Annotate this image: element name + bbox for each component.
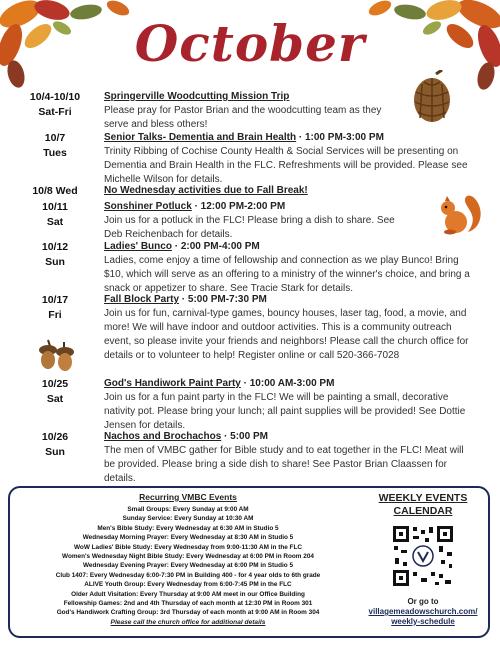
event-date: 10/8 Wed bbox=[32, 185, 78, 197]
page-title: October bbox=[134, 14, 366, 73]
event-name: Ladies' Bunco bbox=[104, 241, 172, 252]
acorns-icon bbox=[34, 336, 78, 374]
recurring-footer: Please call the church office for additional details bbox=[110, 618, 266, 626]
recurring-line: God's Handiwork Crafting Group: 3rd Thursday of each month at 9:00 AM in Room 304 bbox=[56, 609, 320, 617]
event-description: Ladies, come enjoy a time of fellowship and connection as we play Bunco! Bring $10, which will serve as an offering to a ministry of the winner's choice, and bring a snack or appetizer to share. See Tracie Stark for details. bbox=[104, 255, 470, 294]
squirrel-icon bbox=[438, 188, 484, 236]
weekly-title-line1: WEEKLY EVENTS bbox=[378, 492, 468, 504]
recurring-line: Club 1407: Every Wednesday 6:00-7:30 PM in Building 400 - for 4 year olds to 6th grade bbox=[55, 571, 321, 579]
recurring-line: Wednesday Morning Prayer: Every Wednesday at 8:30 AM in Studio 5 bbox=[82, 534, 294, 542]
event-name: Senior Talks- Dementia and Brain Health bbox=[104, 132, 297, 143]
recurring-line: Older Adult Visitation: Every Thursday at 9:00 AM meet in our Office Building bbox=[71, 590, 305, 598]
event-date: 10/12 Sun bbox=[41, 241, 69, 268]
recurring-line: Sunday Service: Every Sunday at 10:30 AM bbox=[122, 515, 254, 523]
recurring-line: Men's Bible Study: Every Wednesday at 6:30 AM in Studio 5 bbox=[97, 524, 279, 532]
event-date: 10/25 Sat bbox=[41, 378, 69, 405]
event-date: 10/4-10/10 Sat-Fri bbox=[29, 91, 81, 118]
event-name: No Wednesday activities due to Fall Break! bbox=[104, 185, 308, 196]
weekly-calendar bbox=[362, 492, 484, 627]
recurring-line: WoW Ladies' Bible Study: Every Wednesday from 9:00-11:30 AM in the FLC bbox=[74, 543, 302, 551]
event-body: Fall Block Party · 5:00 PM-7:30 PM Join us for fun, carnival-type games, bouncy houses, laser tag, food, a movie, and more! We will have indoor and outdoor activities. This is a community outreach event, so please invite your friends and neighbors! Please call the church office for details or to volunteer to help! Register online or call 520-366-7028 bbox=[104, 293, 476, 363]
pinecone-icon bbox=[406, 70, 458, 124]
event-description: The men of VMBC gather for Bible study and to eat together in the FLC! Meat will be provided. Please bring a side dish to share! See Pastor Brian Claassen for details. bbox=[104, 445, 464, 484]
event-description: Join us for a potluck in the FLC! Please bring a dish to share. See Deb Reichenbach for details. bbox=[104, 215, 395, 240]
recurring-line: Wednesday Evening Prayer: Every Wednesday at 6:00 PM in Studio 5 bbox=[82, 562, 294, 570]
event-date: 10/11 Sat bbox=[42, 201, 68, 228]
schedule-link-cont[interactable]: weekly-schedule bbox=[391, 617, 455, 626]
event-date: 10/7 Tues bbox=[43, 132, 67, 159]
go-to-text: Or go to bbox=[407, 597, 439, 606]
recurring-events bbox=[18, 492, 358, 628]
event-description: Please pray for Pastor Brian and the woodcutting team as they serve and bless others! bbox=[104, 105, 382, 130]
event-date: 10/17 Fri bbox=[41, 294, 69, 321]
event-name: Sonshiner Potluck bbox=[104, 201, 192, 212]
event-name: Fall Block Party bbox=[104, 294, 180, 305]
event-body: Sonshiner Potluck · 12:00 PM-2:00 PM Join us for a potluck in the FLC! Please bring a dish to share. See Deb Reichenbach for details. bbox=[104, 200, 476, 242]
event-name: God's Handiwork Paint Party bbox=[104, 378, 241, 389]
event-body: Senior Talks- Dementia and Brain Health · 1:00 PM-3:00 PM Trinity Ribbing of Cochise County Health & Social Services will be presenting on Dementia and Brain Health in the FLC. Refreshments will be provided. Please see Michelle Wilson for details. bbox=[104, 131, 476, 187]
event-body: Ladies' Bunco · 2:00 PM-4:00 PM Ladies, come enjoy a time of fellowship and connection as we play Bunco! Bring $10, which will serve as an offering to a ministry of the winner's choice, and bring a snack or appetizer to share. See Tracie Stark for details. bbox=[104, 240, 476, 296]
event-date: 10/26 Sun bbox=[41, 431, 69, 458]
event-description: Trinity Ribbing of Cochise County Health & Social Services will be presenting on Dementia and Brain Health in the FLC. Refreshments will be provided. Please see Michelle Wilson for details. bbox=[104, 146, 468, 185]
schedule-link[interactable]: villagemeadowschurch.com/ bbox=[368, 607, 478, 616]
event-body: God's Handiwork Paint Party · 10:00 AM-3:00 PM Join us for a fun paint party in the FLC! We will be painting a small, decorative nativity pot. Please bring your lunch; all paint supplies will be provided! See Dottie Jensen for details. bbox=[104, 377, 476, 433]
recurring-events-box bbox=[8, 486, 490, 638]
weekly-title-line2: CALENDAR bbox=[393, 505, 453, 517]
recurring-line: Women's Wednesday Night Bible Study: Every Wednesday at 6:00 PM in Room 204 bbox=[62, 553, 314, 561]
event-name: Springerville Woodcutting Mission Trip bbox=[104, 91, 290, 102]
qr-code-icon[interactable] bbox=[391, 524, 455, 588]
event-body: Nachos and Brochachos · 5:00 PM The men of VMBC gather for Bible study and to eat together in the FLC! Meat will be provided. Please bring a side dish to share! See Pastor Brian Claassen for details. bbox=[104, 430, 476, 486]
recurring-line: Fellowship Games: 2nd and 4th Thursday of each month at 12:30 PM in Room 301 bbox=[63, 600, 313, 608]
recurring-line: Small Groups: Every Sunday at 9:00 AM bbox=[127, 506, 249, 513]
event-name: Nachos and Brochachos bbox=[104, 431, 222, 442]
recurring-line: ALIVE Youth Group: Every Wednesday from 6:00-7:45 PM in the FLC bbox=[84, 581, 292, 589]
event-body bbox=[104, 184, 476, 198]
event-description: Join us for a fun paint party in the FLC! We will be painting a small, decorative nativity pot. Please bring your lunch; all paint supplies will be provided! See Dottie Jensen for details. bbox=[104, 392, 466, 431]
event-description: Join us for fun, carnival-type games, bouncy houses, laser tag, food, a movie, and more! We will have indoor and outdoor activities. This is a community outreach event, so please invite your friends and neighbors! Please call the church office for details or to volunteer to help! Register online or call 520-366-7028 bbox=[104, 308, 469, 361]
recurring-title: Recurring VMBC Events bbox=[139, 492, 237, 502]
